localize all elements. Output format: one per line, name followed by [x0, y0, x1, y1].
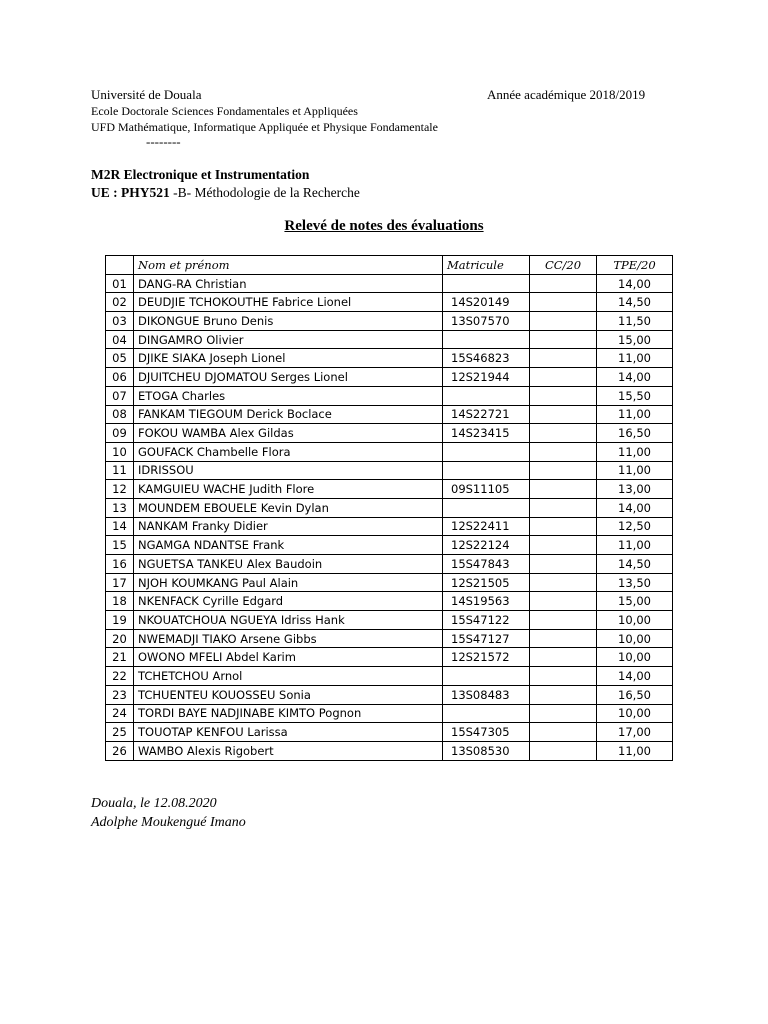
- matricule-cell: 14S22721: [443, 405, 530, 424]
- cc-grade-cell: [530, 312, 597, 331]
- table-row: [106, 555, 673, 574]
- row-number-cell: 11: [106, 461, 134, 480]
- matricule-cell: [443, 667, 530, 686]
- grades-table: [105, 255, 673, 761]
- cc-grade-cell: [530, 442, 597, 461]
- matricule-cell: [443, 330, 530, 349]
- student-name-cell: DEUDJIE TCHOKOUTHE Fabrice Lionel: [134, 293, 443, 312]
- student-name-cell: GOUFACK Chambelle Flora: [134, 442, 443, 461]
- student-name-cell: TCHUENTEU KOUOSSEU Sonia: [134, 685, 443, 704]
- cc-grade-cell: [530, 480, 597, 499]
- row-number-cell: 09: [106, 424, 134, 443]
- student-name-cell: TOUOTAP KENFOU Larissa: [134, 723, 443, 742]
- row-number-cell: 25: [106, 723, 134, 742]
- header-separator: --------: [146, 134, 181, 149]
- matricule-cell: [443, 704, 530, 723]
- col-header-tpe: TPE/20: [597, 256, 673, 275]
- student-name-cell: FANKAM TIEGOUM Derick Boclace: [134, 405, 443, 424]
- cc-grade-cell: [530, 293, 597, 312]
- table-row: [106, 349, 673, 368]
- row-number-cell: 02: [106, 293, 134, 312]
- cc-grade-cell: [530, 573, 597, 592]
- academic-year: Année académique 2018/2019: [487, 87, 646, 102]
- table-row: [106, 498, 673, 517]
- cc-grade-cell: [530, 461, 597, 480]
- row-number-cell: 18: [106, 592, 134, 611]
- tpe-grade-cell: 11,00: [597, 349, 673, 368]
- table-row: [106, 536, 673, 555]
- tpe-grade-cell: 11,00: [597, 461, 673, 480]
- course-title: -B- Méthodologie de la Recherche: [169, 185, 360, 200]
- row-number-cell: 26: [106, 741, 134, 760]
- student-name-cell: OWONO MFELI Abdel Karim: [134, 648, 443, 667]
- tpe-grade-cell: 11,00: [597, 741, 673, 760]
- col-header-cc: CC/20: [530, 256, 597, 275]
- col-header-matricule: Matricule: [443, 256, 530, 275]
- matricule-cell: 15S46823: [443, 349, 530, 368]
- place-date: Douala, le 12.08.2020: [91, 796, 217, 811]
- student-name-cell: WAMBO Alexis Rigobert: [134, 741, 443, 760]
- signatory-name: Adolphe Moukengué Imano: [91, 815, 246, 830]
- cc-grade-cell: [530, 667, 597, 686]
- tpe-grade-cell: 11,00: [597, 536, 673, 555]
- row-number-cell: 17: [106, 573, 134, 592]
- cc-grade-cell: [530, 349, 597, 368]
- row-number-cell: 24: [106, 704, 134, 723]
- cc-grade-cell: [530, 386, 597, 405]
- tpe-grade-cell: 14,00: [597, 667, 673, 686]
- doctoral-school: Ecole Doctorale Sciences Fondamentales et Appliquées: [91, 104, 358, 118]
- matricule-cell: 12S21505: [443, 573, 530, 592]
- tpe-grade-cell: 14,00: [597, 368, 673, 387]
- student-name-cell: NKENFACK Cyrille Edgard: [134, 592, 443, 611]
- table-header-row: [106, 256, 673, 275]
- table-row: [106, 629, 673, 648]
- program-title: M2R Electronique et Instrumentation: [91, 167, 310, 182]
- cc-grade-cell: [530, 741, 597, 760]
- course-code: UE : PHY521: [91, 185, 170, 200]
- tpe-grade-cell: 15,00: [597, 330, 673, 349]
- student-name-cell: KAMGUIEU WACHE Judith Flore: [134, 480, 443, 499]
- row-number-cell: 23: [106, 685, 134, 704]
- tpe-grade-cell: 13,50: [597, 573, 673, 592]
- row-number-cell: 06: [106, 368, 134, 387]
- table-row: [106, 368, 673, 387]
- cc-grade-cell: [530, 685, 597, 704]
- cc-grade-cell: [530, 629, 597, 648]
- row-number-cell: 08: [106, 405, 134, 424]
- student-name-cell: MOUNDEM EBOUELE Kevin Dylan: [134, 498, 443, 517]
- tpe-grade-cell: 11,00: [597, 405, 673, 424]
- student-name-cell: FOKOU WAMBA Alex Gildas: [134, 424, 443, 443]
- tpe-grade-cell: 17,00: [597, 723, 673, 742]
- student-name-cell: TORDI BAYE NADJINABE KIMTO Pognon: [134, 704, 443, 723]
- student-name-cell: NKOUATCHOUA NGUEYA Idriss Hank: [134, 611, 443, 630]
- table-row: [106, 723, 673, 742]
- row-number-cell: 12: [106, 480, 134, 499]
- table-row: [106, 330, 673, 349]
- matricule-cell: 15S47122: [443, 611, 530, 630]
- matricule-cell: 14S23415: [443, 424, 530, 443]
- cc-grade-cell: [530, 704, 597, 723]
- table-row: [106, 592, 673, 611]
- tpe-grade-cell: 14,50: [597, 293, 673, 312]
- matricule-cell: 13S08530: [443, 741, 530, 760]
- tpe-grade-cell: 16,50: [597, 685, 673, 704]
- cc-grade-cell: [530, 498, 597, 517]
- matricule-cell: [443, 442, 530, 461]
- student-name-cell: ETOGA Charles: [134, 386, 443, 405]
- tpe-grade-cell: 10,00: [597, 611, 673, 630]
- table-row: [106, 405, 673, 424]
- cc-grade-cell: [530, 592, 597, 611]
- table-row: [106, 573, 673, 592]
- cc-grade-cell: [530, 330, 597, 349]
- student-name-cell: NJOH KOUMKANG Paul Alain: [134, 573, 443, 592]
- matricule-cell: [443, 461, 530, 480]
- row-number-cell: 14: [106, 517, 134, 536]
- row-number-cell: 10: [106, 442, 134, 461]
- student-name-cell: DIKONGUE Bruno Denis: [134, 312, 443, 331]
- row-number-cell: 04: [106, 330, 134, 349]
- cc-grade-cell: [530, 517, 597, 536]
- row-number-cell: 01: [106, 274, 134, 293]
- matricule-cell: 14S20149: [443, 293, 530, 312]
- cc-grade-cell: [530, 424, 597, 443]
- cc-grade-cell: [530, 368, 597, 387]
- student-name-cell: TCHETCHOU Arnol: [134, 667, 443, 686]
- student-name-cell: NGUETSA TANKEU Alex Baudoin: [134, 555, 443, 574]
- matricule-cell: 15S47305: [443, 723, 530, 742]
- student-name-cell: IDRISSOU: [134, 461, 443, 480]
- table-row: [106, 741, 673, 760]
- tpe-grade-cell: 11,00: [597, 442, 673, 461]
- matricule-cell: [443, 498, 530, 517]
- cc-grade-cell: [530, 405, 597, 424]
- student-name-cell: DJUITCHEU DJOMATOU Serges Lionel: [134, 368, 443, 387]
- table-row: [106, 274, 673, 293]
- tpe-grade-cell: 13,00: [597, 480, 673, 499]
- row-number-cell: 05: [106, 349, 134, 368]
- table-row: [106, 517, 673, 536]
- student-name-cell: NGAMGA NDANTSE Frank: [134, 536, 443, 555]
- cc-grade-cell: [530, 611, 597, 630]
- cc-grade-cell: [530, 536, 597, 555]
- table-row: [106, 424, 673, 443]
- tpe-grade-cell: 12,50: [597, 517, 673, 536]
- tpe-grade-cell: 10,00: [597, 648, 673, 667]
- row-number-cell: 22: [106, 667, 134, 686]
- tpe-grade-cell: 11,50: [597, 312, 673, 331]
- document-title: Relevé de notes des évaluations: [284, 218, 484, 234]
- tpe-grade-cell: 14,00: [597, 274, 673, 293]
- cc-grade-cell: [530, 555, 597, 574]
- row-number-cell: 19: [106, 611, 134, 630]
- grades-body: [106, 274, 673, 760]
- table-row: [106, 386, 673, 405]
- row-number-cell: 16: [106, 555, 134, 574]
- matricule-cell: 12S22411: [443, 517, 530, 536]
- table-row: [106, 611, 673, 630]
- matricule-cell: [443, 274, 530, 293]
- row-number-cell: 21: [106, 648, 134, 667]
- matricule-cell: 13S07570: [443, 312, 530, 331]
- matricule-cell: 12S21572: [443, 648, 530, 667]
- table-row: [106, 480, 673, 499]
- tpe-grade-cell: 10,00: [597, 704, 673, 723]
- row-number-cell: 20: [106, 629, 134, 648]
- row-number-cell: 13: [106, 498, 134, 517]
- student-name-cell: DANG-RA Christian: [134, 274, 443, 293]
- matricule-cell: 12S21944: [443, 368, 530, 387]
- student-name-cell: NWEMADJI TIAKO Arsene Gibbs: [134, 629, 443, 648]
- cc-grade-cell: [530, 648, 597, 667]
- table-row: [106, 667, 673, 686]
- matricule-cell: 14S19563: [443, 592, 530, 611]
- matricule-cell: 15S47843: [443, 555, 530, 574]
- matricule-cell: [443, 386, 530, 405]
- tpe-grade-cell: 15,00: [597, 592, 673, 611]
- tpe-grade-cell: 10,00: [597, 629, 673, 648]
- table-row: [106, 704, 673, 723]
- student-name-cell: DINGAMRO Olivier: [134, 330, 443, 349]
- tpe-grade-cell: 14,50: [597, 555, 673, 574]
- col-header-name: Nom et prénom: [134, 256, 443, 275]
- matricule-cell: 13S08483: [443, 685, 530, 704]
- row-number-cell: 03: [106, 312, 134, 331]
- row-number-cell: 07: [106, 386, 134, 405]
- student-name-cell: DJIKE SIAKA Joseph Lionel: [134, 349, 443, 368]
- training-unit: UFD Mathématique, Informatique Appliquée et Physique Fondamentale: [91, 120, 438, 134]
- tpe-grade-cell: 15,50: [597, 386, 673, 405]
- cc-grade-cell: [530, 723, 597, 742]
- university-name: Université de Douala: [91, 87, 202, 102]
- tpe-grade-cell: 16,50: [597, 424, 673, 443]
- col-header-number: [106, 256, 134, 275]
- table-row: [106, 312, 673, 331]
- table-row: [106, 648, 673, 667]
- row-number-cell: 15: [106, 536, 134, 555]
- course-unit: [91, 185, 360, 201]
- student-name-cell: NANKAM Franky Didier: [134, 517, 443, 536]
- tpe-grade-cell: 14,00: [597, 498, 673, 517]
- table-row: [106, 442, 673, 461]
- table-row: [106, 293, 673, 312]
- table-row: [106, 461, 673, 480]
- table-row: [106, 685, 673, 704]
- matricule-cell: 15S47127: [443, 629, 530, 648]
- matricule-cell: 09S11105: [443, 480, 530, 499]
- matricule-cell: 12S22124: [443, 536, 530, 555]
- cc-grade-cell: [530, 274, 597, 293]
